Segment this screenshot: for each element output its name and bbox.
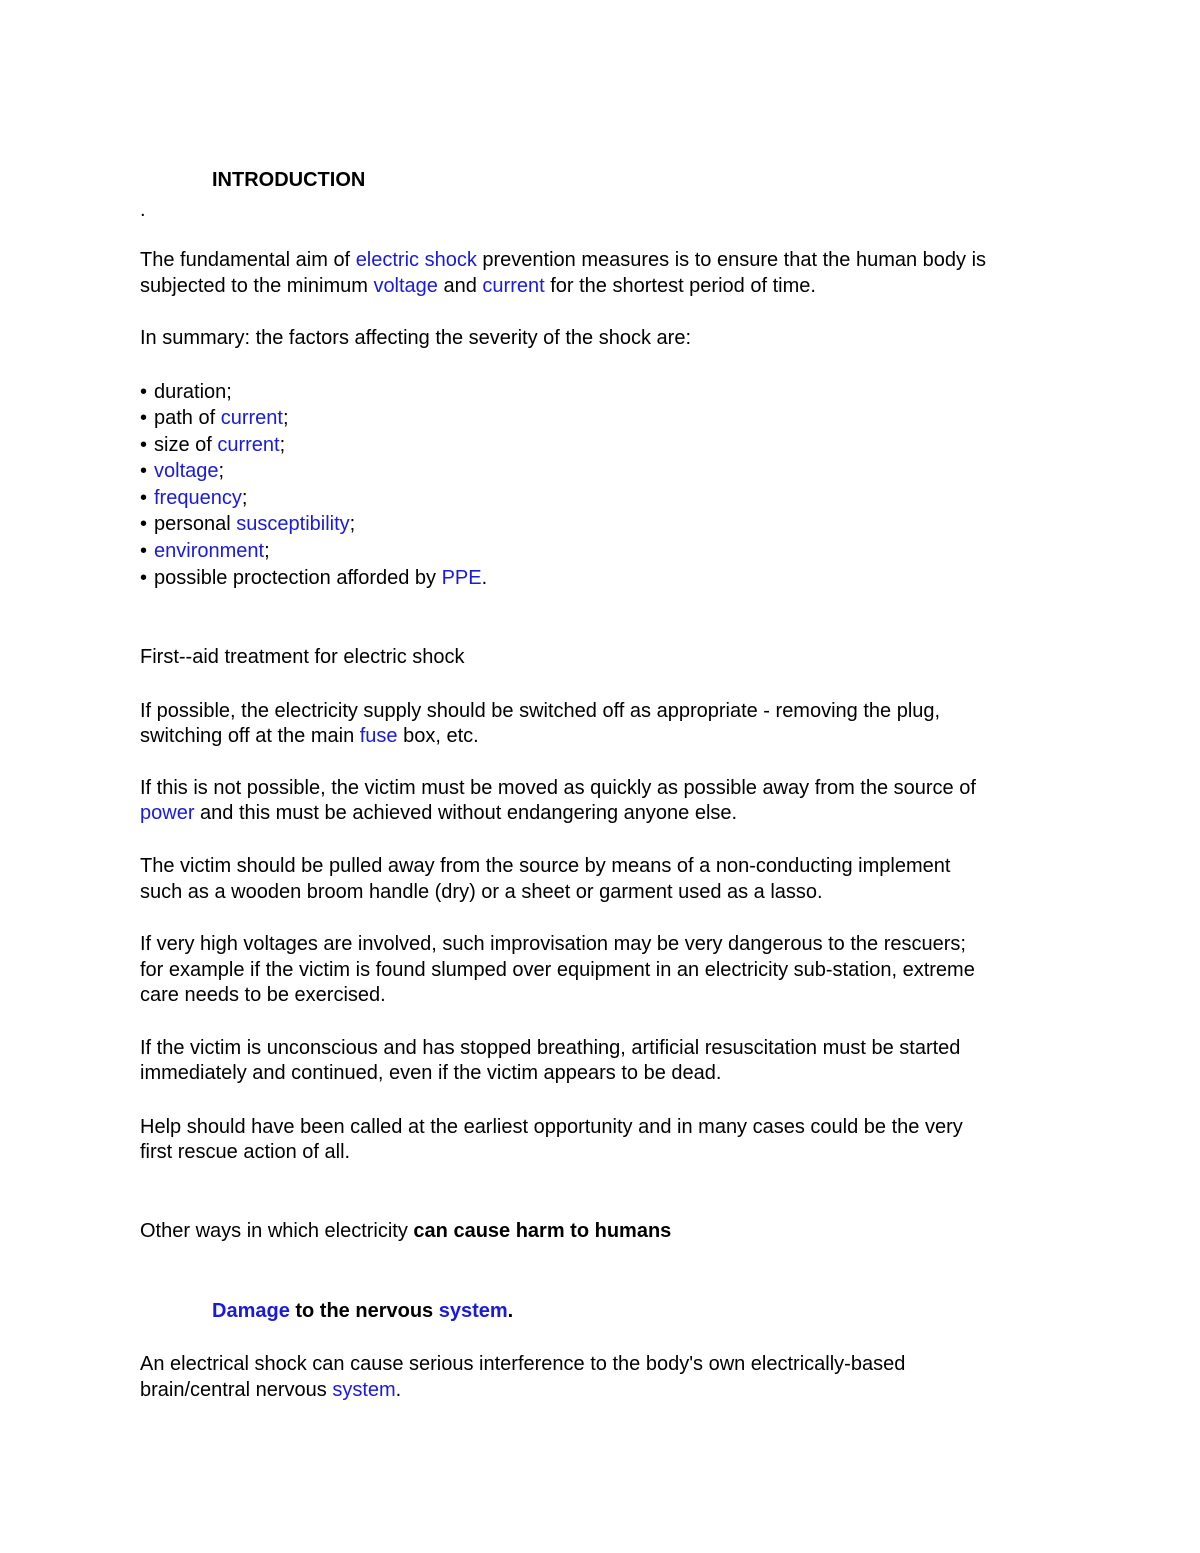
bullet-icon: • (140, 487, 148, 509)
paragraph-high-voltage-line-3: care needs to be exercised. (140, 984, 386, 1006)
first-aid-title: First--aid treatment for electric shock (140, 646, 465, 668)
text: ; (349, 513, 356, 535)
text: switching off at the main (140, 725, 360, 747)
link-current[interactable]: current (217, 434, 280, 456)
link-voltage[interactable]: voltage (154, 460, 219, 482)
text: size of (154, 434, 218, 456)
bullet-icon: • (140, 407, 148, 429)
bullet-icon: • (140, 434, 148, 456)
list-item (140, 565, 487, 591)
link-current[interactable]: current (482, 275, 545, 297)
list-item (140, 511, 355, 537)
text: duration; (154, 381, 232, 403)
link-system[interactable]: system (332, 1379, 396, 1401)
text: . (395, 1379, 402, 1401)
paragraph-move-line-1: If this is not possible, the victim must be moved as quickly as possible away from the source of (140, 777, 976, 799)
text: path of (154, 407, 221, 429)
other-ways-heading (140, 1218, 671, 1244)
paragraph-aim-line-2 (140, 273, 816, 299)
paragraph-pull-line-1: The victim should be pulled away from the source by means of a non-conducting implement (140, 855, 951, 877)
link-system[interactable]: system (438, 1300, 508, 1322)
text: . (481, 567, 488, 589)
paragraph-resuscitation-line-2: immediately and continued, even if the victim appears to be dead. (140, 1062, 722, 1084)
link-damage[interactable]: Damage (212, 1300, 290, 1322)
paragraph-pull-line-2: such as a wooden broom handle (dry) or a sheet or garment used as a lasso. (140, 881, 823, 903)
link-environment[interactable]: environment (154, 540, 265, 562)
text: and this must be achieved without endangering anyone else. (194, 802, 738, 824)
paragraph-help-line-2: first rescue action of all. (140, 1141, 351, 1163)
bold-text: can cause harm to humans (413, 1220, 672, 1242)
text: box, etc. (397, 725, 479, 747)
link-ppe[interactable]: PPE (441, 567, 482, 589)
list-item (140, 432, 285, 458)
paragraph-move-line-2 (140, 800, 737, 826)
paragraph-high-voltage-line-2: for example if the victim is found slumped over equipment in an electricity sub-station, extreme (140, 959, 975, 981)
stray-dot: . (140, 199, 146, 221)
bullet-icon: • (140, 513, 148, 535)
list-item (140, 538, 270, 564)
link-power[interactable]: power (140, 802, 195, 824)
bullet-icon: • (140, 460, 148, 482)
link-electric-shock[interactable]: electric shock (355, 249, 477, 271)
text: personal (154, 513, 237, 535)
text: subjected to the minimum (140, 275, 374, 297)
text: ; (282, 407, 289, 429)
paragraph-nervous-line-2 (140, 1377, 401, 1403)
text: ; (241, 487, 248, 509)
link-voltage[interactable]: voltage (373, 275, 438, 297)
text: ; (264, 540, 270, 562)
list-item (140, 379, 232, 405)
section-heading-introduction: INTRODUCTION (212, 169, 366, 191)
text: ; (279, 434, 286, 456)
text: . (507, 1300, 514, 1322)
nervous-system-heading (212, 1298, 513, 1324)
text: and (437, 275, 483, 297)
list-item (140, 458, 224, 484)
bullet-icon: • (140, 540, 148, 562)
bullet-icon: • (140, 567, 148, 589)
paragraph-help-line-1: Help should have been called at the earliest opportunity and in many cases could be the very (140, 1116, 963, 1138)
text: Other ways in which electricity (140, 1220, 414, 1242)
paragraph-aim-line-1 (140, 247, 986, 273)
link-current[interactable]: current (220, 407, 283, 429)
paragraph-supply-line-2 (140, 723, 479, 749)
text: prevention measures is to ensure that the human body is (476, 249, 987, 271)
text: ; (218, 460, 225, 482)
text: The fundamental aim of (140, 249, 356, 271)
text: to the nervous (289, 1300, 439, 1322)
link-susceptibility[interactable]: susceptibility (236, 513, 350, 535)
paragraph-resuscitation-line-1: If the victim is unconscious and has stopped breathing, artificial resuscitation must be started (140, 1037, 961, 1059)
summary-intro: In summary: the factors affecting the severity of the shock are: (140, 327, 691, 349)
list-item (140, 405, 289, 431)
list-item (140, 485, 247, 511)
bullet-icon: • (140, 381, 148, 403)
paragraph-high-voltage-line-1: If very high voltages are involved, such improvisation may be very dangerous to the rescuers; (140, 933, 966, 955)
paragraph-supply-line-1: If possible, the electricity supply should be switched off as appropriate - removing the plug, (140, 700, 941, 722)
link-fuse[interactable]: fuse (359, 725, 398, 747)
paragraph-nervous-line-1: An electrical shock can cause serious interference to the body's own electrically-based (140, 1353, 906, 1375)
text: for the shortest period of time. (544, 275, 816, 297)
text: possible proctection afforded by (154, 567, 442, 589)
link-frequency[interactable]: frequency (154, 487, 242, 509)
text: brain/central nervous (140, 1379, 333, 1401)
